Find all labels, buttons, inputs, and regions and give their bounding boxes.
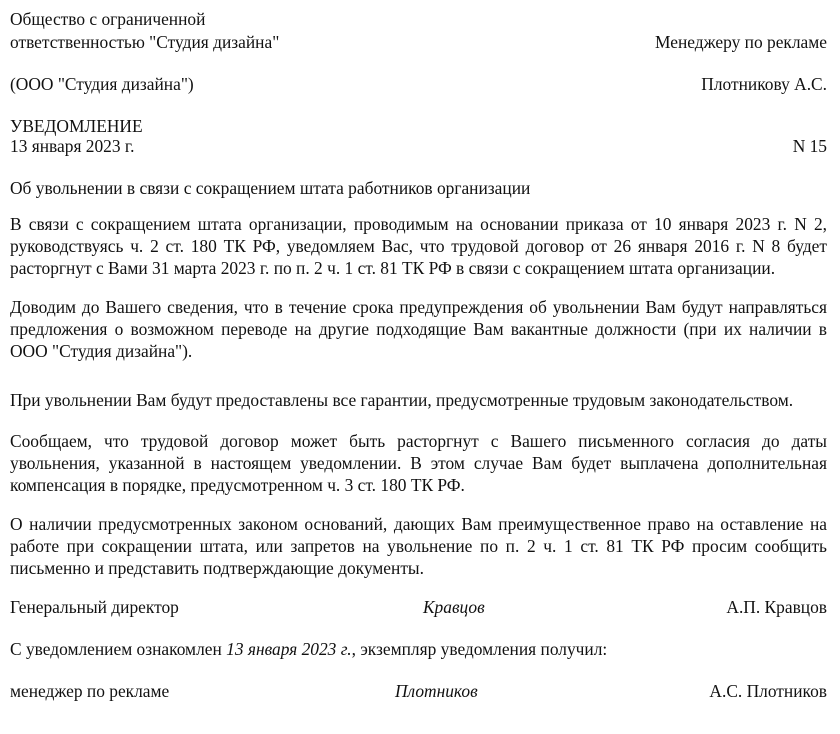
employee-name: А.С. Плотников <box>709 681 827 701</box>
paragraph-2: Доводим до Вашего сведения, что в течение срока предупреждения об увольнении Вам будут направляться предложения о возможном переводе на другие подходящие Вам вакантные должности (при их наличии в ООО "Студия дизайна"). <box>10 297 827 361</box>
notice-number: N 15 <box>792 136 827 156</box>
notice-subject: Об увольнении в связи с сокращением штата работников организации <box>10 178 531 198</box>
employee-signature-row <box>10 680 827 702</box>
paragraph-5: О наличии предусмотренных законом оснований, дающих Вам преимущественное право на оставление на работе при сокращении штата, или запретов на увольнение по п. 2 ч. 1 ст. 81 ТК РФ просим сообщить письменно и представить подтверждающие документы. <box>10 514 827 578</box>
notice-title: УВЕДОМЛЕНИЕ <box>10 116 143 136</box>
addressee-name: Плотникову А.С. <box>701 74 827 94</box>
paragraph-1: В связи с сокращением штата организации, проводимым на основании приказа от 10 января 2023 г. N 2, руководствуясь ч. 2 ст. 180 ТК РФ, уведомляем Вас, что трудовой договор от 26 января 2016 г. N 8 будет расторгнут с Вами 31 марта 2023 г. по п. 2 ч. 1 ст. 81 ТК РФ в связи с сокращением штата организации. <box>10 214 827 278</box>
header-row-1 <box>10 31 827 53</box>
addressee-position: Менеджеру по рекламе <box>655 32 827 52</box>
acknowledgement-line <box>10 638 607 660</box>
org-name-line2: ответственностью "Студия дизайна" <box>10 32 280 52</box>
acknowledgement-date: 13 января 2023 г. <box>226 639 352 659</box>
director-sign: Кравцов <box>423 597 485 617</box>
director-name: А.П. Кравцов <box>726 597 827 617</box>
notice-date: 13 января 2023 г. <box>10 136 135 156</box>
paragraph-4: Сообщаем, что трудовой договор может быть расторгнут с Вашего письменного согласия до даты увольнения, указанной в настоящем уведомлении. В этом случае Вам будет выплачена дополнительная компенсация в порядке, предусмотренном ч. 3 ст. 180 ТК РФ. <box>10 431 827 495</box>
paragraph-3: При увольнении Вам будут предоставлены все гарантии, предусмотренные трудовым законодательством. <box>10 390 794 410</box>
employee-position: менеджер по рекламе <box>10 681 170 701</box>
org-name-line1: Общество с ограниченной <box>10 9 206 29</box>
acknowledgement-prefix: С уведомлением ознакомлен <box>10 639 227 659</box>
date-number-row <box>10 135 827 157</box>
org-short-name: (ООО "Студия дизайна") <box>10 74 194 94</box>
acknowledgement-suffix: , экземпляр уведомления получил: <box>351 639 608 659</box>
employee-sign: Плотников <box>395 681 478 701</box>
director-signature-row <box>10 596 827 618</box>
header-row-2 <box>10 73 827 95</box>
director-position: Генеральный директор <box>10 597 179 617</box>
